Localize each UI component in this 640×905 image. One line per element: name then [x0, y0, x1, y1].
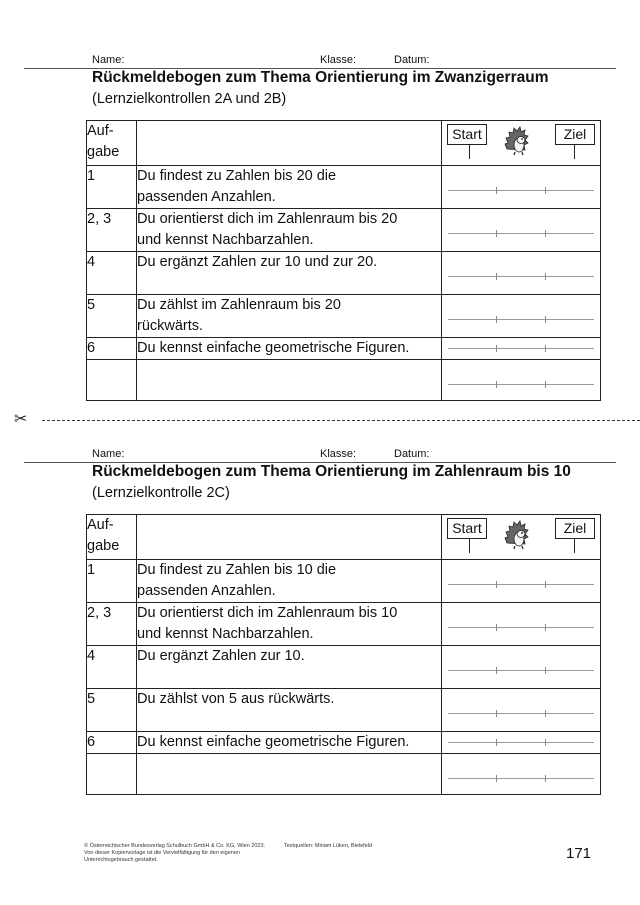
task-number: 4: [87, 252, 137, 295]
rating-scale[interactable]: [442, 209, 601, 252]
empty-description-cell: [137, 360, 442, 401]
sheet-subtitle: (Lernzielkontrollen 2A und 2B): [92, 91, 287, 107]
task-number: 2, 3: [87, 209, 137, 252]
task-number: 1: [87, 560, 137, 603]
task-number: 6: [87, 732, 137, 754]
empty-number-cell: [87, 360, 137, 401]
table-row: [87, 209, 601, 252]
klasse-label: Klasse:: [320, 448, 357, 460]
table-header-row: [87, 515, 601, 560]
task-description: Du ergänzt Zahlen zur 10.: [137, 646, 442, 689]
task-description: Du zählst von 5 aus rückwärts.: [137, 689, 442, 732]
task-number: 5: [87, 295, 137, 338]
empty-number-cell: [87, 754, 137, 795]
table-row: [87, 166, 601, 209]
start-box: Start: [447, 124, 487, 145]
name-label: Name:: [92, 54, 125, 66]
page-number: 171: [566, 845, 592, 862]
rating-scale[interactable]: [442, 295, 601, 338]
ziel-box: Ziel: [555, 124, 595, 145]
task-description: Du zählst im Zahlenraum bis 20 rückwärts.: [137, 295, 442, 338]
table-row: [87, 338, 601, 360]
footer-copyright: © Österreichischer Bundesverlag Schulbuch GmbH & Co. KG, Wien 2023. Von dieser Kopiervorlage ist die Vervielfältigung für den eigenen Unterrichtsgebrauch gestattet. Textquellen: Miriam Lüken, Bielefeld: [84, 843, 373, 863]
rating-scale[interactable]: [442, 360, 601, 401]
task-description: Du kennst einfache geometrische Figuren.: [137, 732, 442, 754]
datum-label: Datum:: [394, 54, 430, 66]
datum-label: Datum:: [394, 448, 430, 460]
task-description: Du kennst einfache geometrische Figuren.: [137, 338, 442, 360]
rating-scale[interactable]: [442, 732, 601, 754]
scale-header: [442, 121, 601, 166]
rating-scale[interactable]: [442, 560, 601, 603]
table-header-row: [87, 121, 601, 166]
table-row: [87, 603, 601, 646]
task-number: 6: [87, 338, 137, 360]
feedback-table: [86, 120, 601, 401]
table-row: [87, 689, 601, 732]
rating-scale[interactable]: [442, 338, 601, 360]
hedgehog-icon: [502, 125, 532, 157]
rating-scale[interactable]: [442, 689, 601, 732]
scissors-icon: ✂: [14, 411, 28, 428]
aufgabe-header: Auf- gabe: [87, 515, 137, 560]
ziel-pointer: [574, 538, 575, 553]
rating-scale[interactable]: [442, 754, 601, 795]
start-pointer: [469, 538, 470, 553]
table-row: [87, 646, 601, 689]
rating-scale[interactable]: [442, 646, 601, 689]
start-pointer: [469, 144, 470, 159]
ziel-box: Ziel: [555, 518, 595, 539]
rating-scale[interactable]: [442, 166, 601, 209]
description-header: [137, 515, 442, 560]
table-row: [87, 252, 601, 295]
cut-line: [14, 413, 640, 427]
hedgehog-icon: [502, 519, 532, 551]
sheet-subtitle: (Lernzielkontrolle 2C): [92, 485, 230, 501]
rating-scale[interactable]: [442, 603, 601, 646]
task-description: Du ergänzt Zahlen zur 10 und zur 20.: [137, 252, 442, 295]
task-description: Du findest zu Zahlen bis 10 die passenden Anzahlen.: [137, 560, 442, 603]
name-line: [24, 444, 616, 463]
feedback-table: [86, 514, 601, 795]
aufgabe-header: Auf- gabe: [87, 121, 137, 166]
task-number: 1: [87, 166, 137, 209]
task-number: 4: [87, 646, 137, 689]
start-box: Start: [447, 518, 487, 539]
table-row-empty: [87, 754, 601, 795]
name-label: Name:: [92, 448, 125, 460]
klasse-label: Klasse:: [320, 54, 357, 66]
table-row: [87, 560, 601, 603]
scale-header: [442, 515, 601, 560]
rating-scale[interactable]: [442, 252, 601, 295]
ziel-pointer: [574, 144, 575, 159]
footer-sources: Textquellen: Miriam Lüken, Bielefeld: [284, 843, 373, 849]
task-number: 2, 3: [87, 603, 137, 646]
name-line: [24, 50, 616, 69]
dashed-divider: [42, 420, 640, 421]
table-row: [87, 295, 601, 338]
task-number: 5: [87, 689, 137, 732]
sheet-title: Rückmeldebogen zum Thema Orientierung im Zahlenraum bis 10: [92, 463, 571, 480]
task-description: Du orientierst dich im Zahlenraum bis 20 und kennst Nachbarzahlen.: [137, 209, 442, 252]
empty-description-cell: [137, 754, 442, 795]
description-header: [137, 121, 442, 166]
table-row-empty: [87, 360, 601, 401]
task-description: Du orientierst dich im Zahlenraum bis 10 und kennst Nachbarzahlen.: [137, 603, 442, 646]
table-row: [87, 732, 601, 754]
sheet-title: Rückmeldebogen zum Thema Orientierung im Zwanzigerraum: [92, 69, 549, 86]
task-description: Du findest zu Zahlen bis 20 die passenden Anzahlen.: [137, 166, 442, 209]
